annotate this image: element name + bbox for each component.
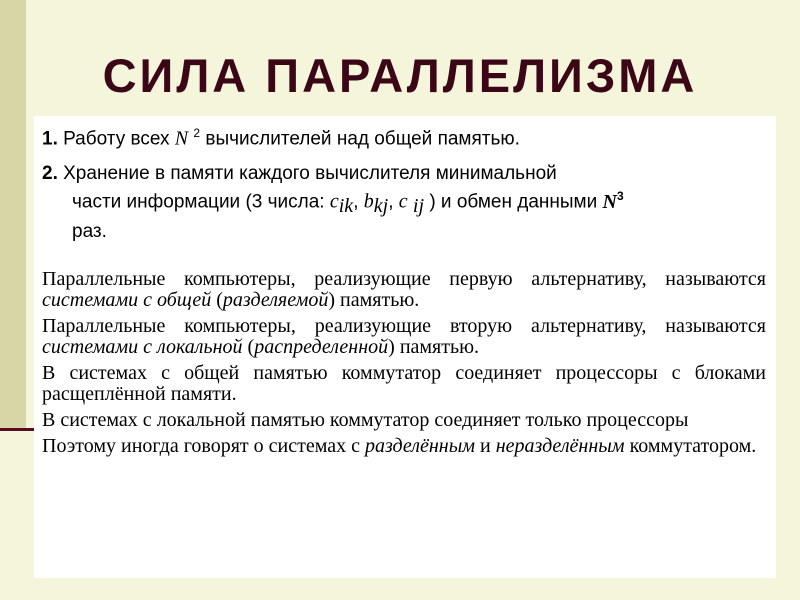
paragraph-5-italic2: неразделённым — [495, 435, 625, 458]
item-2-text-part1: Хранение в памяти каждого вычислителя минимальной — [57, 163, 557, 185]
paragraph-5 — [42, 436, 766, 457]
slide-title: СИЛА ПАРАЛЛЕЛИЗМА — [102, 49, 698, 102]
content-panel — [34, 116, 776, 578]
item-2-c-ik: c — [329, 190, 339, 213]
paragraph-5-italic: разделённым — [365, 435, 476, 458]
item-2-sub-kj: kj — [373, 195, 389, 218]
paragraph-1 — [42, 269, 766, 311]
paragraph-1-text: Параллельные компьютеры, реализующие первую альтернативу, называются — [42, 268, 766, 291]
item-2-text-part4: раз. — [72, 221, 107, 243]
paragraph-2-end: ) памятью. — [388, 336, 480, 359]
item-1-sup: 2 — [193, 126, 201, 140]
paragraph-3: В системах с общей памятью коммутатор соединяет процессоры с блоками расщеплённой памяти. — [42, 362, 766, 406]
paragraph-5-text: Поэтому иногда говорят о системах с — [42, 435, 365, 458]
paragraph-1-paren: ( — [211, 289, 223, 312]
paragraph-5-mid: и — [475, 435, 496, 458]
item-1-text-before: Работу всех — [57, 128, 175, 150]
item-2-sup: 3 — [616, 189, 624, 204]
paragraph-4: В системах с локальной памятью коммутатор соединяет только процессоры — [42, 409, 689, 432]
item-1-var: N — [174, 127, 189, 150]
paragraph-2-text: Параллельные компьютеры, реализующие вторую альтернативу, называются — [42, 315, 766, 338]
item-2-c-ij: c — [398, 190, 408, 213]
list-item-2 — [42, 162, 766, 243]
item-1-text-after: вычислителей над общей памятью. — [200, 128, 520, 150]
list-item-1 — [42, 122, 766, 150]
item-2-var: N — [602, 190, 617, 213]
item-2-sub-ik: ik — [338, 195, 354, 218]
paragraph-5-end: коммутатором. — [624, 435, 757, 458]
paragraph-1-italic2: разделяемой — [222, 289, 329, 312]
paragraph-1-italic: системами с общей — [42, 289, 212, 312]
item-2-sub-ij: ij — [412, 195, 425, 218]
item-2-b-kj: b — [363, 190, 374, 213]
paragraph-2-italic: системами с локальной — [42, 336, 243, 359]
item-2-number: 2. — [42, 163, 58, 185]
item-2-text-part3: ) и обмен данными — [424, 191, 603, 213]
paragraph-2 — [42, 316, 766, 358]
item-2-text-part2: части информации (3 числа: — [72, 191, 330, 213]
spacer — [42, 255, 766, 269]
item-2-sep2: , — [388, 191, 399, 213]
paragraph-2-paren: ( — [242, 336, 255, 359]
item-1-number: 1. — [42, 128, 58, 150]
paragraph-1-end: ) памятью. — [328, 289, 420, 312]
item-2-sep1: , — [353, 191, 364, 213]
item-2-continuation — [42, 185, 766, 243]
paragraph-2-italic2: распределенной — [254, 336, 389, 359]
